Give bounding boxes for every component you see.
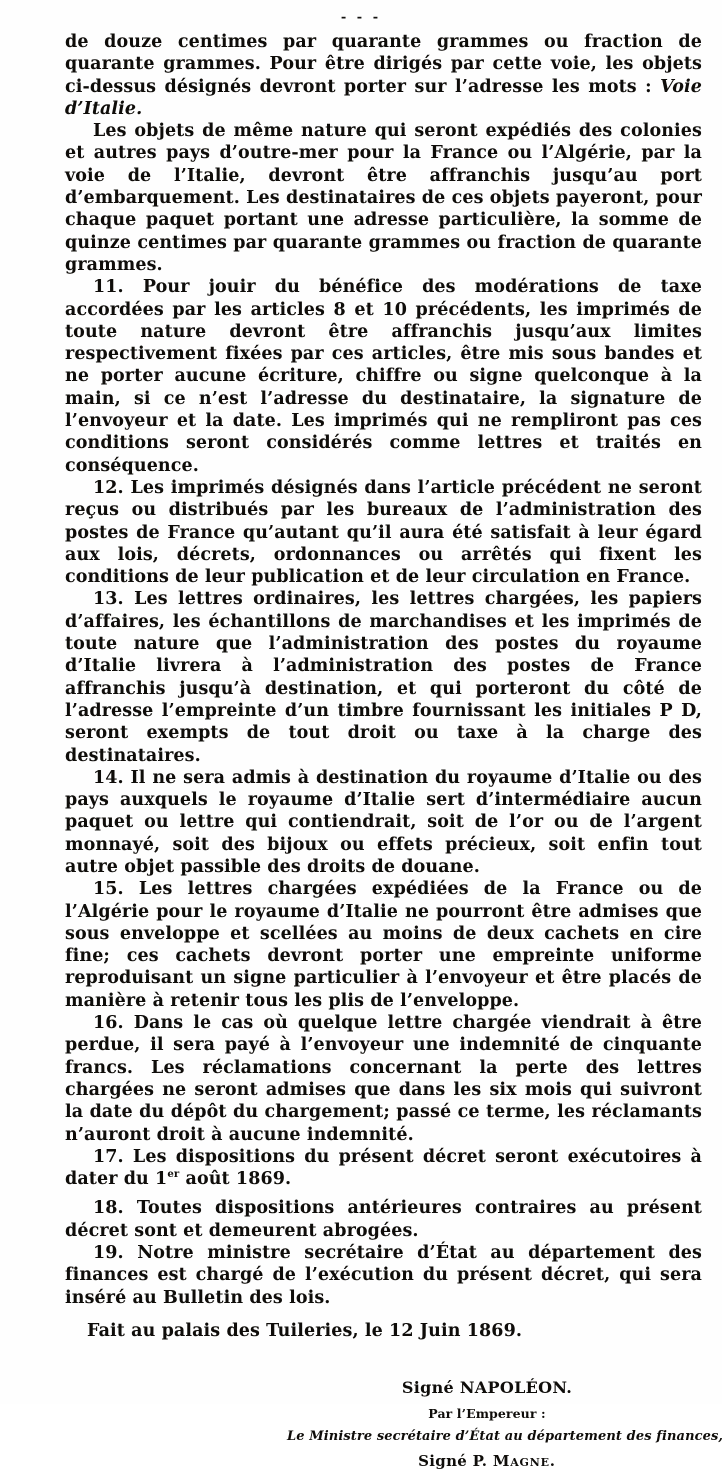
minister-title-line: Le Ministre secrétaire d’État au département des finances, [287,1429,723,1445]
article-17-text: 17. Les dispositions du présent décret seront exécutoires à dater du 1 [65,1146,702,1190]
magne-smallcaps-name: Magne. [492,1452,556,1470]
article-18: 18. Toutes dispositions antérieures contraires au présent décret sont et demeurent abrogées. [65,1198,702,1241]
by-the-emperor-line: Par l’Empereur : [428,1406,546,1422]
signature-block [287,1378,723,1470]
paragraph-voie-italie-text: de douze centimes par quarante grammes ou fraction de quarante grammes. Pour être dirigés par cette voie, les objets ci-dessus désignés devront porter sur l’adresse les mots : [65,32,702,97]
article-14: 14. Il ne sera admis à destination du royaume d’Italie ou des pays auxquels le royaume d’Italie sert d’intermédiaire aucun paquet ou lettre qui contiendrait, soit de l’or ou de l’argent monnayé, soit des bijoux ou effets précieux, soit enfin tout autre objet passible des droits de douane. [65,767,702,877]
paragraph-voie-italie [65,31,702,120]
article-11: 11. Pour jouir du bénéfice des modérations de taxe accordées par les articles 8 et 10 précédents, les imprimés de toute nature devront être affranchis jusqu’aux limites respectivement fixées par ces articles, être mis sous bandes et ne porter aucune écriture, chiffre ou signe quelconque à la main, si ce n’est l’adresse du destinataire, la signature de l’envoyeur et la date. Les imprimés qui ne rempliront pas ces conditions seront considérés comme lettres et traités en conséquence. [65,277,702,476]
article-15: 15. Les lettres chargées expédiées de la France ou de l’Algérie pour le royaume d’Italie ne pourront être admises que sous enveloppe et scellées au moins de deux cachets en cire fine; ces cachets devront porter une empreinte uniforme reproduisant un signe particulier à l’envoyeur et être placés de manière à retenir tous les plis de l’enveloppe. [65,879,702,1011]
article-16: 16. Dans le cas où quelque lettre chargée viendrait à être perdue, il sera payé à l’envoyeur une indemnité de cinquante francs. Les réclamations concernant la perte des lettres chargées ne seront admises que dans les six mois qui suivront la date du dépôt du chargement; passé ce terme, les réclamants n’auront droit à aucune indemnité. [65,1013,702,1145]
article-13: 13. Les lettres ordinaires, les lettres chargées, les papiers d’affaires, les échantillons de marchandises et les imprimés de toute nature que l’administration des postes du royaume d’Italie livrera à l’administration des postes de France affranchis jusqu’à destination, et qui porteront du côté de l’adresse l’empreinte d’un timbre fournissant les initiales P D, seront exempts de tout droit ou taxe à la charge des destinataires. [65,589,702,766]
article-19: 19. Notre ministre secrétaire d’État au département des finances est chargé de l’exécution du présent décret, qui sera inséré au Bulletin des lois. [65,1243,702,1308]
article-17-text-end: août 1869. [179,1169,292,1190]
voie-ditalie-emphasis: Voie d’Italie. [65,76,702,119]
article-12: 12. Les imprimés désignés dans l’article précédent ne seront reçus ou distribués par les bureaux de l’administration des postes de France qu’autant qu’il aura été satisfait à leur égard aux lois, décrets, ordonnances ou arrêtés qui fixent les conditions de leur publication et de leur circulation en France. [65,477,702,588]
signature-magne-prefix: Signé P. [418,1452,493,1470]
paragraph-colonies: Les objets de même nature qui seront expédiés des colonies et autres pays d’outre-mer pour la France ou l’Algérie, par la voie de l’Italie, devront être affranchis jusqu’au port d’embarquement. Les destinataires de ces objets payeront, pour chaque paquet portant une adresse particulière, la somme de quinze centimes par quarante grammes ou fraction de quarante grammes. [65,121,702,275]
signature-napoleon: Signé NAPOLÉON. [401,1378,573,1398]
article-17 [65,1146,702,1191]
decree-text-block [65,31,723,1470]
signature-magne [287,1452,687,1470]
page-header-mark: - - - [340,10,382,25]
date-line: Fait au palais des Tuileries, le 12 Juin 1869. [87,1320,523,1341]
ordinal-superscript: er [167,1168,180,1181]
